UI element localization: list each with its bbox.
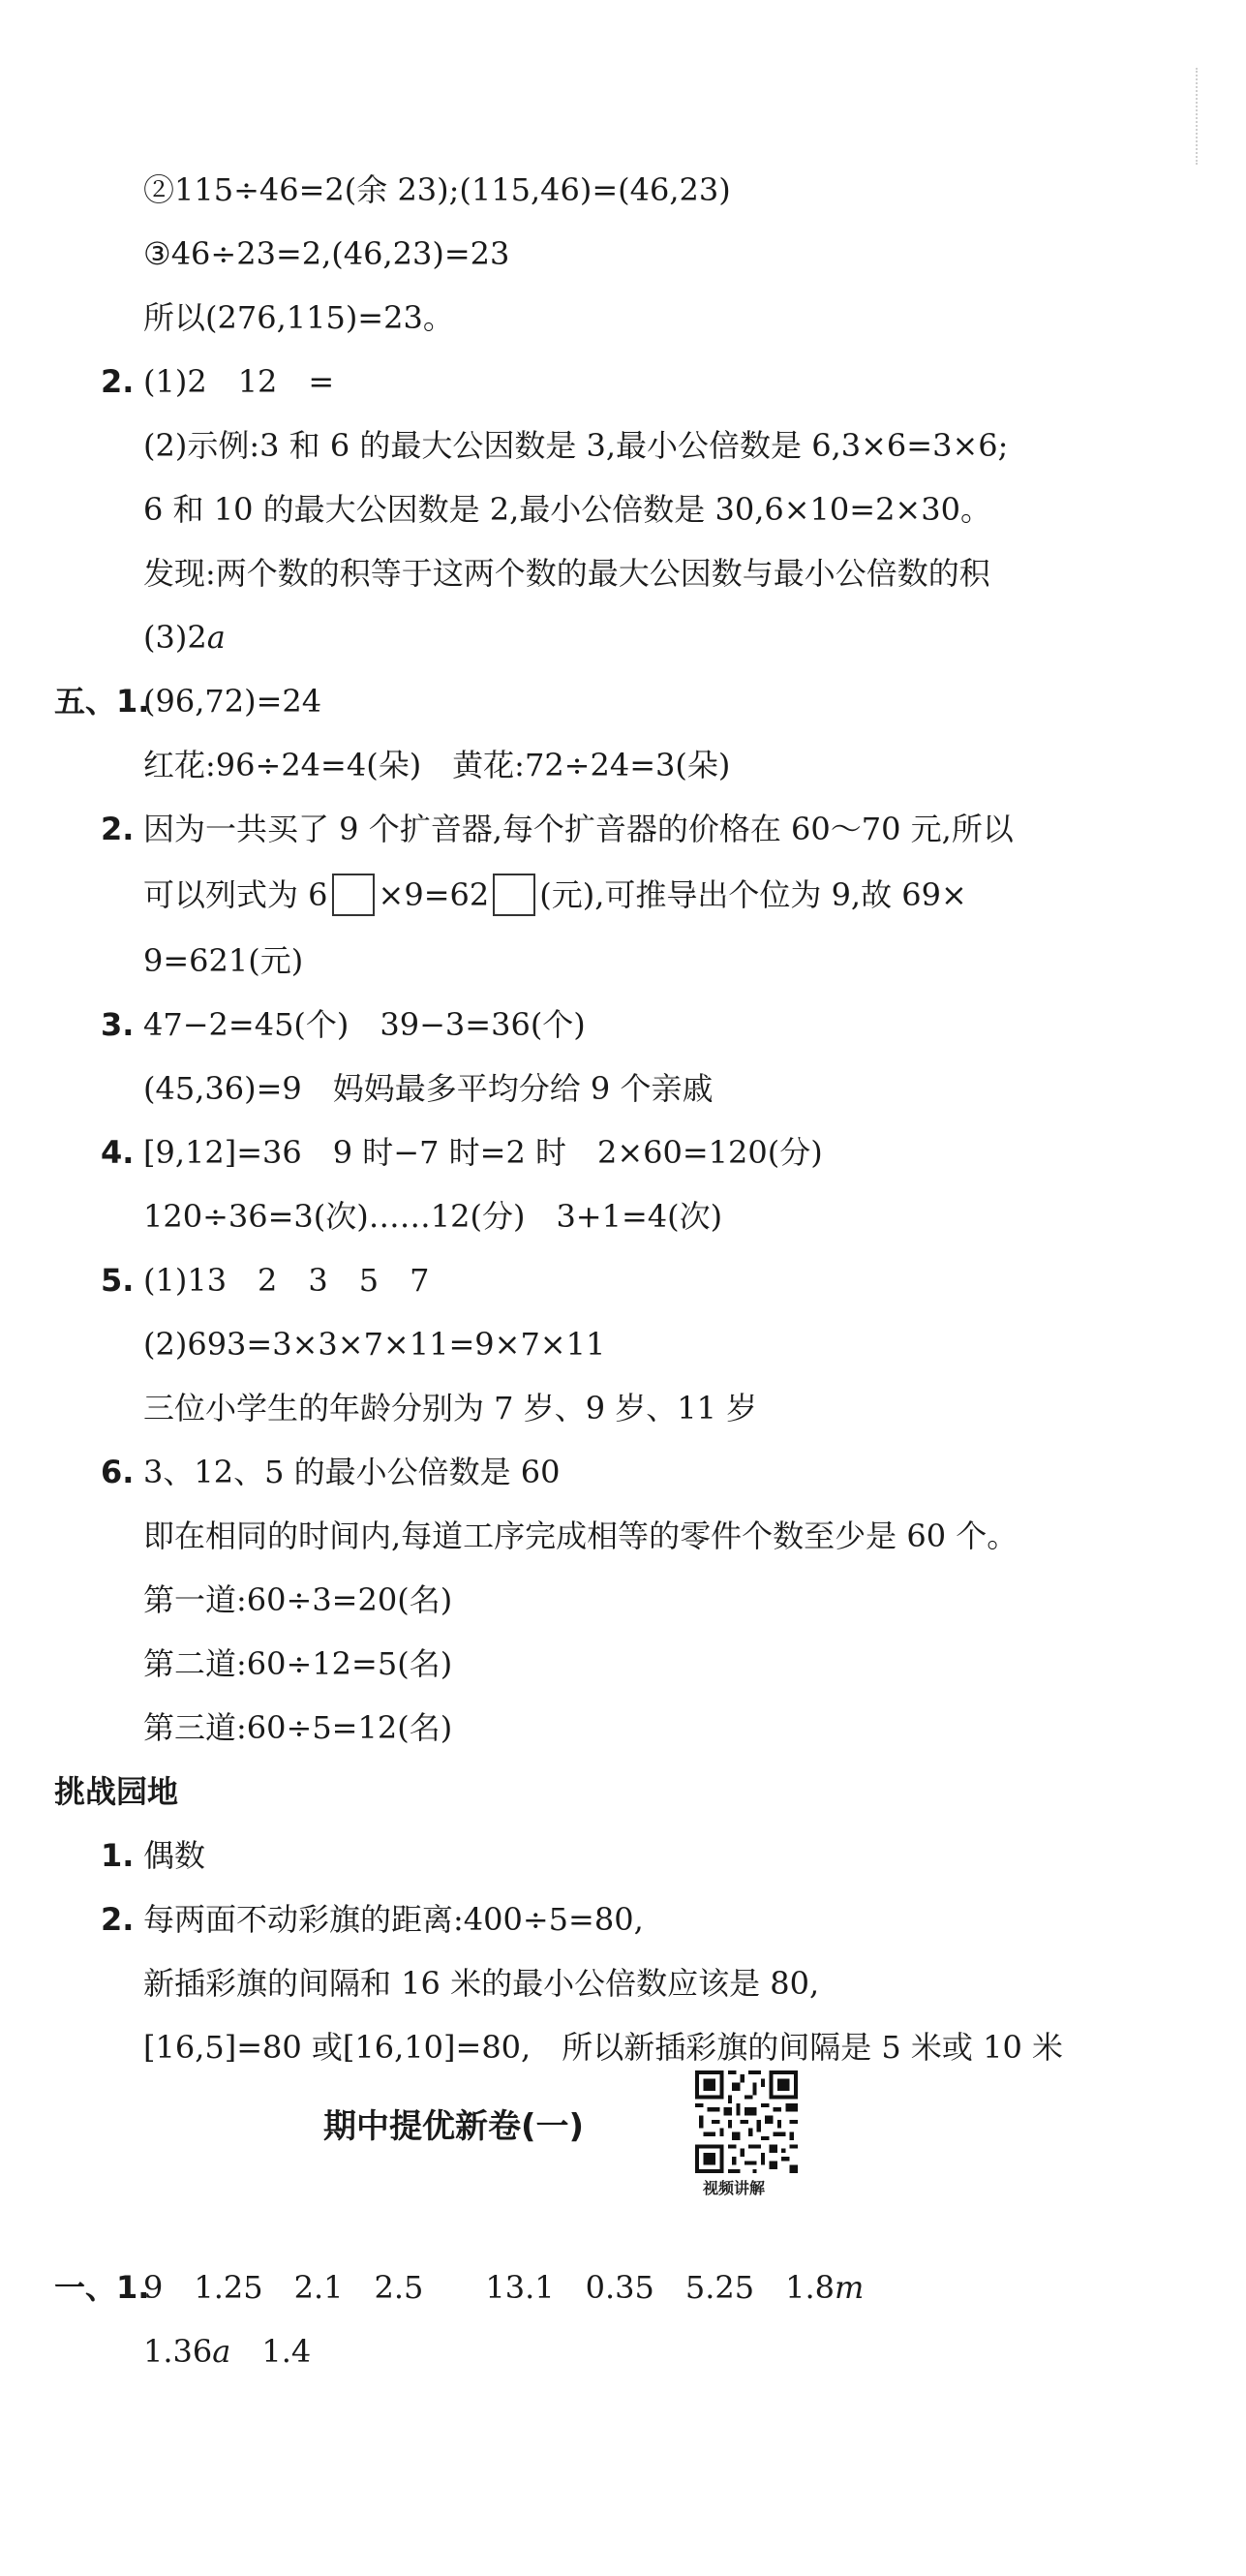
section-number: 一、1. xyxy=(54,2269,150,2306)
question-number: 3. xyxy=(101,1006,135,1043)
question-number: 2. xyxy=(101,363,135,400)
answer-line: [16,5]=80 或[16,10]=80, 所以新插彩旗的间隔是 5 米或 10 米 xyxy=(143,2029,1063,2066)
answer-line: (45,36)=9 妈妈最多平均分给 9 个亲戚 xyxy=(143,1070,714,1107)
question-number: 2. xyxy=(101,811,135,847)
answer-text: 可以列式为 6 xyxy=(143,876,328,913)
answer-line: 即在相同的时间内,每道工序完成相等的零件个数至少是 60 个。 xyxy=(143,1518,1018,1554)
question-number: 2. xyxy=(101,1901,135,1938)
variable-m: m xyxy=(835,2269,865,2306)
answer-text: 1.4 xyxy=(230,2333,312,2370)
question-number: 6. xyxy=(101,1454,135,1490)
answer-line: 所以(276,115)=23。 xyxy=(143,299,454,336)
answer-line: 6 和 10 的最大公因数是 2,最小公倍数是 30,6×10=2×30。 xyxy=(143,491,991,528)
answer-line: (2)693=3×3×7×11=9×7×11 xyxy=(143,1326,606,1363)
answer-line: ②115÷46=2(余 23);(115,46)=(46,23) xyxy=(143,171,731,208)
page-edge-marks xyxy=(1196,68,1201,165)
answer-line: 红花:96÷24=4(朵) 黄花:72÷24=3(朵) xyxy=(143,747,731,783)
answer-text: (3)2 xyxy=(143,619,207,656)
qr-code-icon[interactable] xyxy=(695,2070,798,2173)
qr-caption: 视频讲解 xyxy=(703,2179,766,2197)
question-number: 5. xyxy=(101,1262,135,1299)
answer-line: ③46÷23=2,(46,23)=23 xyxy=(143,235,510,272)
answer-text: ×9=62 xyxy=(378,876,490,913)
question-number: 4. xyxy=(101,1134,135,1171)
answer-line: 三位小学生的年龄分别为 7 岁、9 岁、11 岁 xyxy=(143,1390,758,1426)
section-number: 五、1. xyxy=(54,683,150,720)
answer-line: 120÷36=3(次)……12(分) 3+1=4(次) xyxy=(143,1198,723,1235)
answer-line: 9=621(元) xyxy=(143,942,304,979)
answer-line: 3、12、5 的最小公倍数是 60 xyxy=(143,1454,561,1490)
answer-line: (2)示例:3 和 6 的最大公因数是 3,最小公倍数是 6,3×6=3×6; xyxy=(143,427,1009,464)
answer-line: [9,12]=36 9 时−7 时=2 时 2×60=120(分) xyxy=(143,1134,823,1171)
answer-line: (96,72)=24 xyxy=(143,683,322,720)
question-number: 1. xyxy=(101,1837,135,1874)
answer-line: 每两面不动彩旗的距离:400÷5=80, xyxy=(143,1901,644,1938)
answer-line: 因为一共买了 9 个扩音器,每个扩音器的价格在 60～70 元,所以 xyxy=(143,811,1014,847)
variable-a: a xyxy=(212,2333,231,2370)
variable-a: a xyxy=(206,619,226,656)
answer-line xyxy=(143,875,967,919)
blank-box xyxy=(332,874,375,916)
answer-line: 第二道:60÷12=5(名) xyxy=(143,1645,453,1682)
answer-line: (1)13 2 3 5 7 xyxy=(143,1262,430,1299)
answer-line xyxy=(143,618,226,657)
answer-text: 9 1.25 2.1 2.5 13.1 0.35 5.25 1.8 xyxy=(143,2269,836,2306)
answer-line: 第一道:60÷3=20(名) xyxy=(143,1581,453,1618)
blank-box xyxy=(493,874,535,916)
answer-line: (1)2 12 = xyxy=(143,363,335,400)
answer-line xyxy=(143,2332,311,2371)
answer-line: 第三道:60÷5=12(名) xyxy=(143,1709,453,1746)
answer-line: 新插彩旗的间隔和 16 米的最小公倍数应该是 80, xyxy=(143,1965,820,2002)
answer-line: 偶数 xyxy=(143,1837,206,1874)
section-heading-challenge: 挑战园地 xyxy=(54,1773,179,1810)
answer-text: (元),可推导出个位为 9,故 69× xyxy=(539,876,967,913)
answer-text: 1.36 xyxy=(143,2333,213,2370)
answer-line: 47−2=45(个) 39−3=36(个) xyxy=(143,1006,586,1043)
answer-line xyxy=(143,2268,864,2307)
answer-line: 发现:两个数的积等于这两个数的最大公因数与最小公倍数的积 xyxy=(143,555,990,592)
chapter-title: 期中提优新卷(一) xyxy=(323,2107,585,2146)
